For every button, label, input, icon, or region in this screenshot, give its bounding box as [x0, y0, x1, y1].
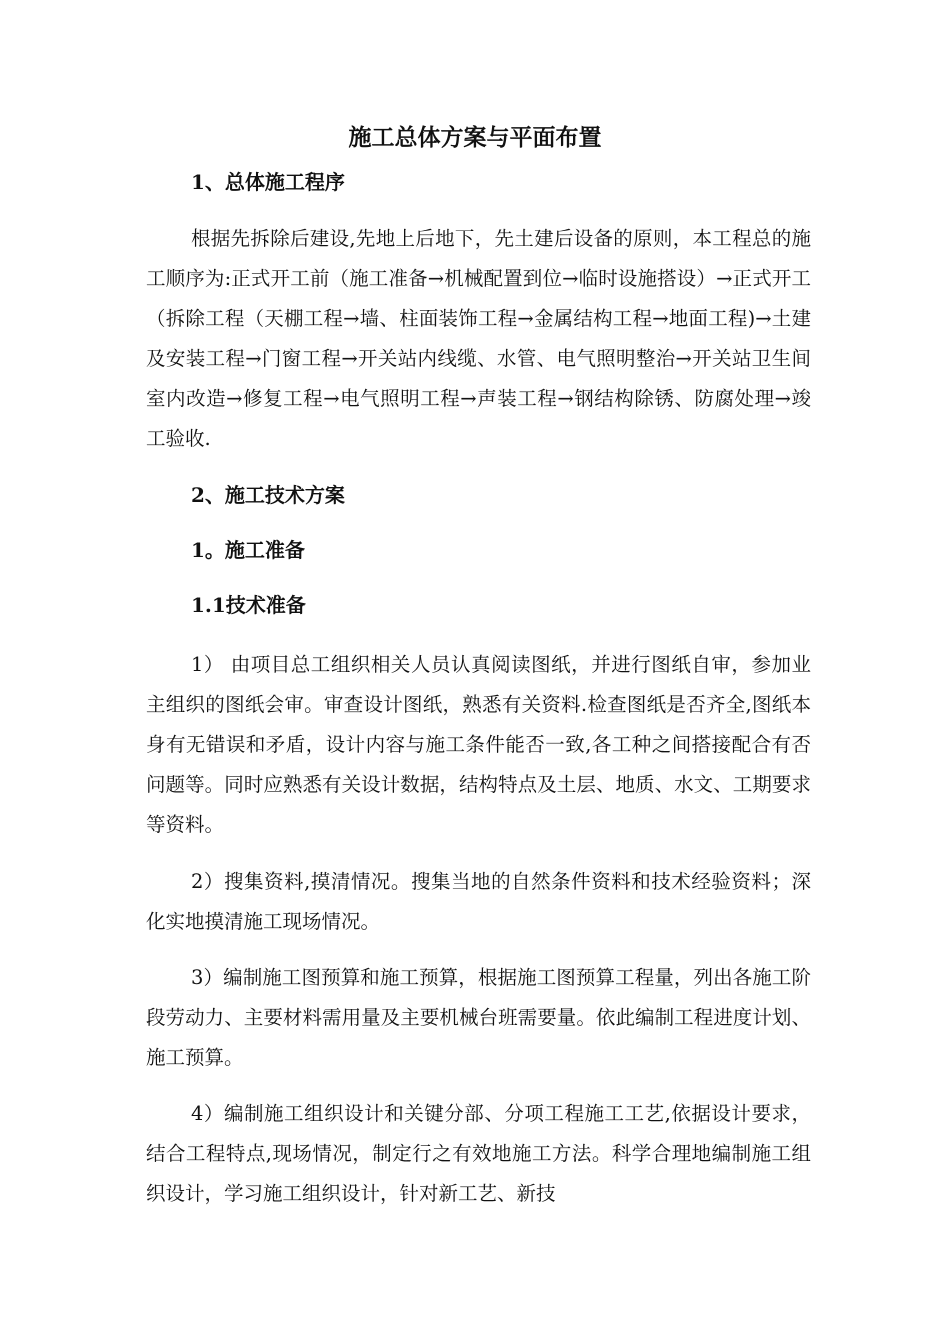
paragraph-item-3: 3）编制施工图预算和施工预算，根据施工图预算工程量，列出各施工阶段劳动力、主要材料需用量及主要机械台班需要量。依此编制工程进度计划、施工预算。 — [146, 966, 811, 1069]
paragraph-construction-sequence: 根据先拆除后建设,先地上后地下，先土建后设备的原则，本工程总的施工顺序为:正式开工前（施工准备→机械配置到位→临时设施搭设）→正式开工（拆除工程（天棚工程→墙、柱面装饰工程→金属结构工程→地面工程)→土建及安装工程→门窗工程→开关站内线缆、水管、电气照明整治→开关站卫生间室内改造→修复工程→电气照明工程→声装工程→钢结构除锈、防腐处理→竣工验收. — [146, 227, 811, 450]
section-heading-preparation: 1。施工准备 — [191, 538, 305, 562]
section-heading-overall-procedure: 1、总体施工程序 — [191, 170, 345, 194]
paragraph-item-1: 1） 由项目总工组织相关人员认真阅读图纸，并进行图纸自审，参加业主组织的图纸会审。审查设计图纸，熟悉有关资料.检查图纸是否齐全,图纸本身有无错误和矛盾，设计内容与施工条件能否一致,各工种之间搭接配合有否问题等。同时应熟悉有关设计数据，结构特点及土层、地质、水文、工期要求等资料。 — [146, 653, 811, 836]
section-heading-technical-preparation: 1.1技术准备 — [191, 593, 306, 617]
paragraph-item-4: 4）编制施工组织设计和关键分部、分项工程施工工艺,依据设计要求，结合工程特点,现场情况，制定行之有效地施工方法。科学合理地编制施工组织设计，学习施工组织设计，针对新工艺、新技 — [146, 1102, 811, 1205]
paragraph-item-2: 2）搜集资料,摸清情况。搜集当地的自然条件资料和技术经验资料；深化实地摸清施工现场情况。 — [146, 870, 811, 933]
document-title: 施工总体方案与平面布置 — [348, 124, 602, 151]
section-heading-technical-plan: 2、施工技术方案 — [191, 483, 345, 507]
